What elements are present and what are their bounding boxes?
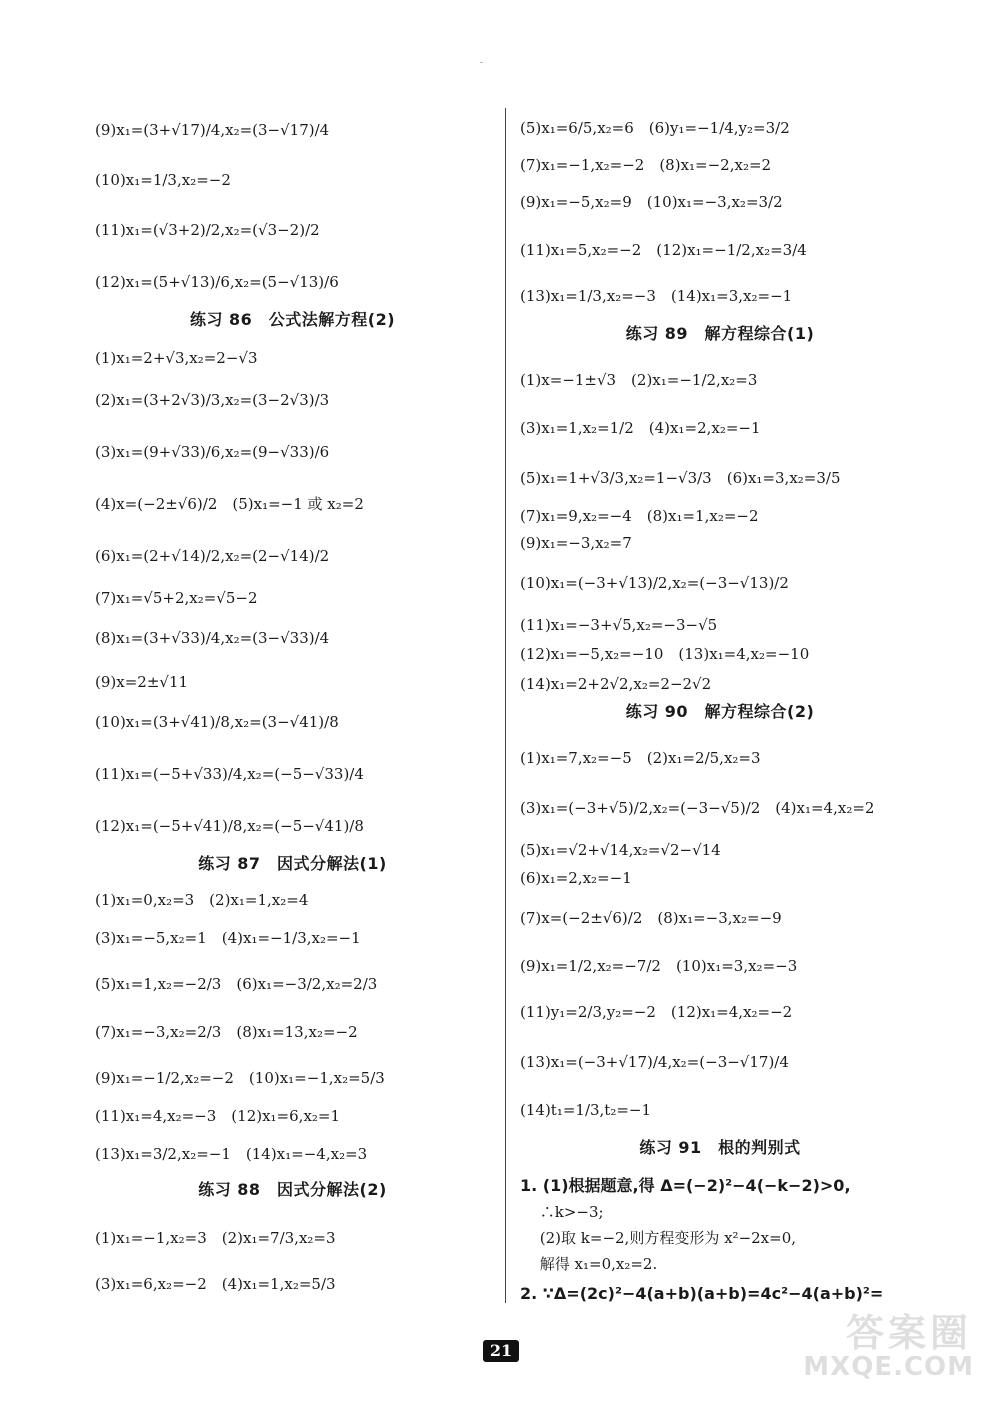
answer-line: (4)x=(−2±√6)/2 (5)x₁=−1 或 x₂=2 (95, 495, 364, 513)
answer-line: (3)x₁=6,x₂=−2 (4)x₁=1,x₂=5/3 (95, 1275, 336, 1293)
answer-line: (5)x₁=6/5,x₂=6 (6)y₁=−1/4,y₂=3/2 (520, 119, 790, 137)
section-heading: 练习 86 公式法解方程(2) (189, 310, 396, 329)
answer-line: (11)x₁=−3+√5,x₂=−3−√5 (520, 616, 718, 634)
answer-line: (10)x₁=(3+√41)/8,x₂=(3−√41)/8 (95, 713, 339, 731)
answer-line: (7)x₁=−1,x₂=−2 (8)x₁=−2,x₂=2 (520, 156, 772, 174)
answer-line: (3)x₁=(9+√33)/6,x₂=(9−√33)/6 (95, 443, 330, 461)
answer-line: (1)x₁=0,x₂=3 (2)x₁=1,x₂=4 (95, 891, 309, 909)
column-divider (505, 108, 506, 1303)
answer-line: (14)t₁=1/3,t₂=−1 (520, 1101, 652, 1119)
answer-line: (2)x₁=(3+2√3)/3,x₂=(3−2√3)/3 (95, 391, 330, 409)
answer-line: (1)x₁=7,x₂=−5 (2)x₁=2/5,x₂=3 (520, 749, 761, 767)
answer-line: (3)x₁=1,x₂=1/2 (4)x₁=2,x₂=−1 (520, 419, 761, 437)
answer-line: (3)x₁=−5,x₂=1 (4)x₁=−1/3,x₂=−1 (95, 929, 361, 947)
answer-line: (1)x₁=−1,x₂=3 (2)x₁=7/3,x₂=3 (95, 1229, 336, 1247)
answer-line: (9)x₁=−1/2,x₂=−2 (10)x₁=−1,x₂=5/3 (95, 1069, 385, 1087)
answer-line: (12)x₁=(5+√13)/6,x₂=(5−√13)/6 (95, 273, 339, 291)
answer-line: (5)x₁=1+√3/3,x₂=1−√3/3 (6)x₁=3,x₂=3/5 (520, 469, 841, 487)
answer-line: (6)x₁=(2+√14)/2,x₂=(2−√14)/2 (95, 547, 330, 565)
answer-line: (9)x₁=−3,x₂=7 (520, 534, 632, 552)
answer-line: 解得 x₁=0,x₂=2. (520, 1255, 658, 1273)
answer-line: (9)x₁=1/2,x₂=−7/2 (10)x₁=3,x₂=−3 (520, 957, 798, 975)
answer-line: (9)x₁=(3+√17)/4,x₂=(3−√17)/4 (95, 121, 330, 139)
answer-line: (5)x₁=1,x₂=−2/3 (6)x₁=−3/2,x₂=2/3 (95, 975, 378, 993)
answer-line: (1)x₁=2+√3,x₂=2−√3 (95, 349, 258, 367)
answer-line: (1)x=−1±√3 (2)x₁=−1/2,x₂=3 (520, 371, 758, 389)
watermark-url: MXQE.COM (803, 1352, 974, 1382)
answer-line: (7)x₁=−3,x₂=2/3 (8)x₁=13,x₂=−2 (95, 1023, 358, 1041)
section-heading: 练习 91 根的判别式 (639, 1138, 801, 1157)
answer-line: (10)x₁=(−3+√13)/2,x₂=(−3−√13)/2 (520, 574, 789, 592)
watermark-text: 答案圈 (845, 1311, 972, 1355)
answer-line: 1. (1)根据题意,得 Δ=(−2)²−4(−k−2)>0, (520, 1176, 851, 1195)
answer-line: (9)x=2±√11 (95, 673, 189, 691)
section-heading: 练习 88 因式分解法(2) (198, 1180, 387, 1199)
answer-line: (6)x₁=2,x₂=−1 (520, 869, 632, 887)
section-heading: 练习 89 解方程综合(1) (625, 324, 815, 343)
answer-line: (3)x₁=(−3+√5)/2,x₂=(−3−√5)/2 (4)x₁=4,x₂=2 (520, 799, 875, 817)
answer-line: (5)x₁=√2+√14,x₂=√2−√14 (520, 841, 721, 859)
answer-line: (13)x₁=(−3+√17)/4,x₂=(−3−√17)/4 (520, 1053, 789, 1071)
answer-line: (11)x₁=4,x₂=−3 (12)x₁=6,x₂=1 (95, 1107, 341, 1125)
answer-line: (11)x₁=(√3+2)/2,x₂=(√3−2)/2 (95, 221, 320, 239)
answer-line: (7)x=(−2±√6)/2 (8)x₁=−3,x₂=−9 (520, 909, 782, 927)
answer-line: (12)x₁=−5,x₂=−10 (13)x₁=4,x₂=−10 (520, 645, 810, 663)
watermark-logo (752, 1302, 982, 1382)
page-number: 21 (483, 1340, 519, 1362)
section-heading: 练习 87 因式分解法(1) (198, 854, 387, 873)
answer-line: ∴k>−3; (520, 1203, 604, 1221)
top-mark (480, 62, 483, 63)
answer-line: (9)x₁=−5,x₂=9 (10)x₁=−3,x₂=3/2 (520, 193, 783, 211)
answer-line: (11)y₁=2/3,y₂=−2 (12)x₁=4,x₂=−2 (520, 1003, 793, 1021)
answer-line: (7)x₁=9,x₂=−4 (8)x₁=1,x₂=−2 (520, 507, 759, 525)
answer-line: (12)x₁=(−5+√41)/8,x₂=(−5−√41)/8 (95, 817, 364, 835)
answer-line: (14)x₁=2+2√2,x₂=2−2√2 (520, 675, 712, 693)
answer-line: (13)x₁=3/2,x₂=−1 (14)x₁=−4,x₂=3 (95, 1145, 368, 1163)
answer-line: (7)x₁=√5+2,x₂=√5−2 (95, 589, 258, 607)
answer-line: (2)取 k=−2,则方程变形为 x²−2x=0, (520, 1229, 797, 1247)
answer-line: (10)x₁=1/3,x₂=−2 (95, 171, 231, 189)
answer-line: (8)x₁=(3+√33)/4,x₂=(3−√33)/4 (95, 629, 330, 647)
answer-line: (13)x₁=1/3,x₂=−3 (14)x₁=3,x₂=−1 (520, 287, 793, 305)
answer-line: (11)x₁=(−5+√33)/4,x₂=(−5−√33)/4 (95, 765, 364, 783)
answer-line: 2. ∵Δ=(2c)²−4(a+b)(a+b)=4c²−4(a+b)²= (520, 1284, 884, 1303)
section-heading: 练习 90 解方程综合(2) (625, 702, 815, 721)
answer-line: (11)x₁=5,x₂=−2 (12)x₁=−1/2,x₂=3/4 (520, 241, 807, 259)
